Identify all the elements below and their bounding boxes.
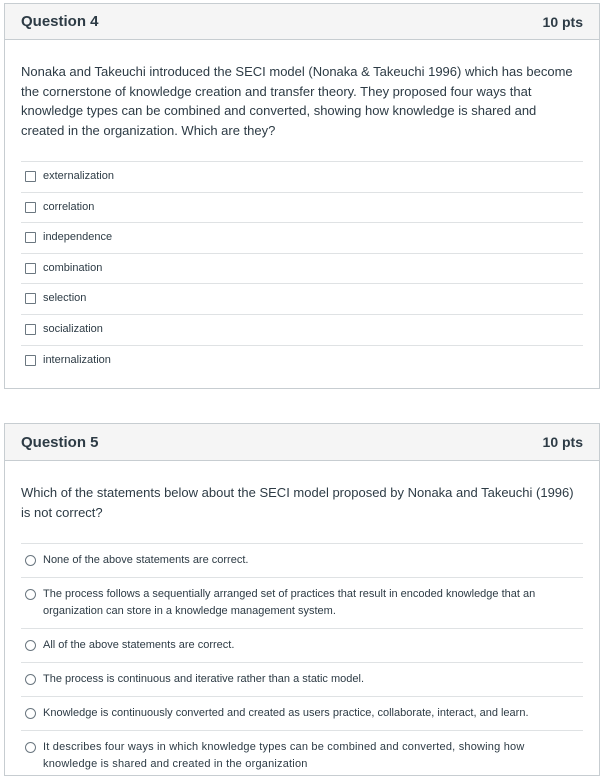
answer-option[interactable] <box>21 161 583 192</box>
question-4-points: 10 pts <box>542 13 583 30</box>
radio-button[interactable] <box>25 708 36 719</box>
answer-label: None of the above statements are correct. <box>43 554 249 566</box>
checkbox[interactable] <box>25 171 36 182</box>
question-5-header <box>5 424 599 461</box>
answer-label: internalization <box>43 353 111 366</box>
answer-option[interactable] <box>21 577 583 628</box>
answer-option[interactable] <box>21 696 583 730</box>
question-5-title: Question 5 <box>21 433 99 451</box>
answer-option[interactable] <box>21 345 583 376</box>
checkbox[interactable] <box>25 324 36 335</box>
question-4-answers <box>21 161 583 375</box>
radio-button[interactable] <box>25 640 36 651</box>
answer-label: independence <box>43 231 113 244</box>
checkbox[interactable] <box>25 263 36 274</box>
checkbox[interactable] <box>25 232 36 243</box>
question-5-points: 10 pts <box>542 434 583 450</box>
answer-option[interactable] <box>21 314 583 345</box>
question-4-title: Question 4 <box>21 13 99 30</box>
answer-label: correlation <box>43 200 95 213</box>
answer-label: combination <box>43 261 103 274</box>
question-4-text: Nonaka and Takeuchi introduced the SECI model (Nonaka & Takeuchi 1996) which has become the cornerstone of knowledge creation and transfer theory. They proposed four ways that knowledge types can be combined and converted, showing how knowledge is shared and created in the organization. Which are they? <box>21 64 573 138</box>
answer-label: selection <box>43 292 87 305</box>
answer-label: The process is continuous and iterative rather than a static model. <box>43 673 365 685</box>
radio-button[interactable] <box>25 674 36 685</box>
radio-button[interactable] <box>25 742 36 753</box>
answer-option[interactable] <box>21 192 583 223</box>
answer-label: It describes four ways in which knowledge types can be combined and converted, showing how knowledge is shared and created in the organization <box>43 741 525 770</box>
answer-option[interactable] <box>21 628 583 662</box>
answer-option[interactable] <box>21 222 583 253</box>
radio-button[interactable] <box>25 555 36 566</box>
answer-option[interactable] <box>21 253 583 284</box>
checkbox[interactable] <box>25 355 36 366</box>
answer-label: socialization <box>43 322 103 335</box>
checkbox[interactable] <box>25 293 36 304</box>
question-4-card <box>4 3 600 389</box>
answer-option[interactable] <box>21 730 583 781</box>
answer-option[interactable] <box>21 543 583 577</box>
radio-button[interactable] <box>25 589 36 600</box>
question-4-header <box>5 4 599 40</box>
answer-label: All of the above statements are correct. <box>43 639 235 651</box>
answer-option[interactable] <box>21 662 583 696</box>
question-5-card <box>4 423 600 776</box>
checkbox[interactable] <box>25 202 36 213</box>
question-5-text: Which of the statements below about the SECI model proposed by Nonaka and Takeuchi (1996) is not correct? <box>21 485 574 520</box>
question-5-answers <box>21 543 583 781</box>
answer-option[interactable] <box>21 283 583 314</box>
answer-label: The process follows a sequentially arranged set of practices that result in encoded knowledge that an organization can store in a knowledge management system. <box>43 588 536 617</box>
answer-label: Knowledge is continuously converted and created as users practice, collaborate, interact, and learn. <box>43 707 529 719</box>
answer-label: externalization <box>43 170 114 182</box>
